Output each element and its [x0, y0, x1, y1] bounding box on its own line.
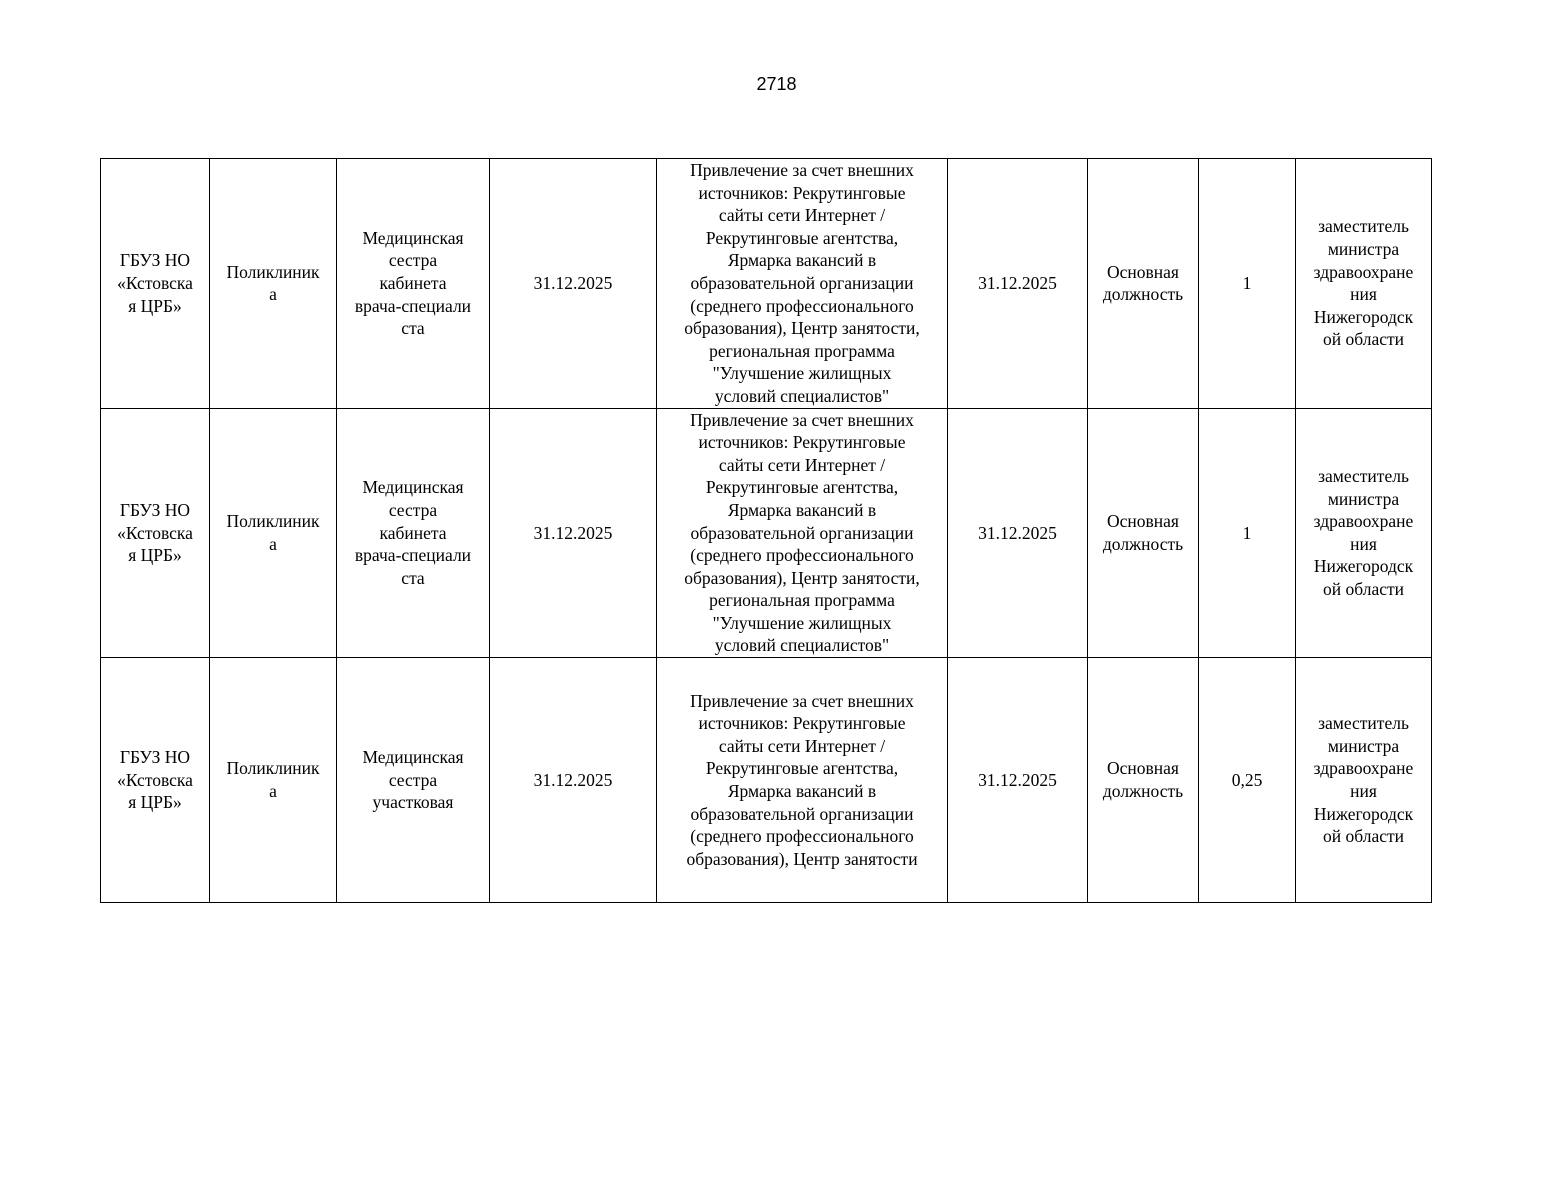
cell-organization: ГБУЗ НО «Кстовска я ЦРБ» — [101, 408, 210, 658]
cell-rate: 1 — [1199, 408, 1296, 658]
cell-position: Медицинская сестра участковая — [337, 658, 490, 903]
cell-date-fill: 31.12.2025 — [948, 408, 1088, 658]
cell-position: Медицинская сестра кабинета врача-специали ста — [337, 408, 490, 658]
cell-method: Привлечение за счет внешних источников: Рекрутинговые сайты сети Интернет / Рекрутинговые агентства, Ярмарка вакансий в образовательной организации (среднего профессионального образования), Центр занятости, региональная программа "Улучшение жилищных условий специалистов" — [657, 408, 948, 658]
cell-responsible: заместитель министра здравоохране ния Нижегородск ой области — [1296, 658, 1432, 903]
cell-department: Поликлиник а — [210, 159, 337, 409]
cell-position: Медицинская сестра кабинета врача-специали ста — [337, 159, 490, 409]
table-row — [101, 658, 1432, 903]
cell-post-type: Основная должность — [1088, 159, 1199, 409]
table-row — [101, 408, 1432, 658]
cell-department: Поликлиник а — [210, 408, 337, 658]
cell-department: Поликлиник а — [210, 658, 337, 903]
page-number: 2718 — [756, 74, 797, 94]
cell-post-type: Основная должность — [1088, 658, 1199, 903]
cell-date-vacancy: 31.12.2025 — [490, 408, 657, 658]
table-row — [101, 159, 1432, 409]
cell-responsible: заместитель министра здравоохране ния Нижегородск ой области — [1296, 159, 1432, 409]
cell-rate: 1 — [1199, 159, 1296, 409]
cell-organization: ГБУЗ НО «Кстовска я ЦРБ» — [101, 159, 210, 409]
cell-date-fill: 31.12.2025 — [948, 658, 1088, 903]
cell-post-type: Основная должность — [1088, 408, 1199, 658]
cell-organization: ГБУЗ НО «Кстовска я ЦРБ» — [101, 658, 210, 903]
cell-date-fill: 31.12.2025 — [948, 159, 1088, 409]
cell-responsible: заместитель министра здравоохране ния Нижегородск ой области — [1296, 408, 1432, 658]
cell-rate: 0,25 — [1199, 658, 1296, 903]
vacancy-table — [100, 158, 1432, 903]
cell-date-vacancy: 31.12.2025 — [490, 159, 657, 409]
cell-date-vacancy: 31.12.2025 — [490, 658, 657, 903]
cell-method: Привлечение за счет внешних источников: Рекрутинговые сайты сети Интернет / Рекрутинговые агентства, Ярмарка вакансий в образовательной организации (среднего профессионального образования), Центр занятости, региональная программа "Улучшение жилищных условий специалистов" — [657, 159, 948, 409]
cell-method: Привлечение за счет внешних источников: Рекрутинговые сайты сети Интернет / Рекрутинговые агентства, Ярмарка вакансий в образовательной организации (среднего профессионального образования), Центр занятости — [657, 658, 948, 903]
